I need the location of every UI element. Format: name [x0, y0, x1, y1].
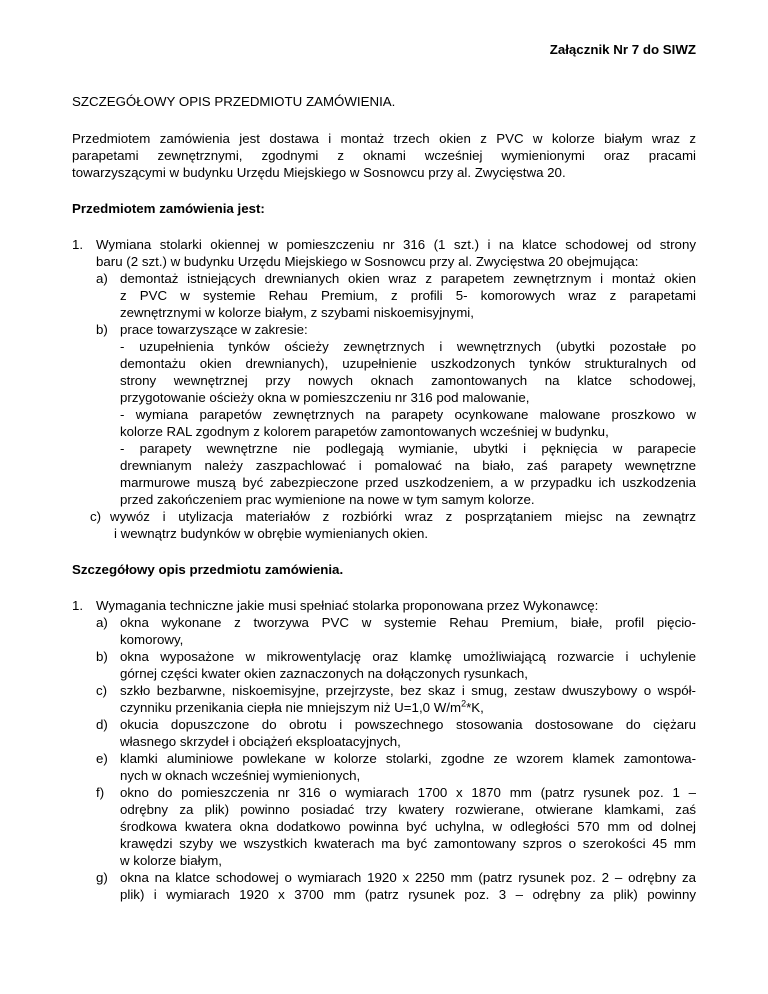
section2-f-marker: f) — [96, 785, 105, 800]
section2-g-line-1: okna na klatce schodowej o wymiarach 1920 x 2250 mm (patrz rysunek poz. 2 – odrębny za — [120, 870, 696, 885]
section1-a-line-2: z PVC w systemie Rehau Premium, z profili 5- komorowych wraz z parapetami — [120, 288, 696, 303]
section1-item1-line-2: baru (2 szt.) w budynku Urzędu Miejskiego w Sosnowcu przy al. Zwycięstwa 20 obejmująca: — [96, 254, 639, 269]
section2-e-line-1: klamki aluminiowe powlekane w kolorze stolarki, zgodne ze wzorem klamek zamontowa- — [120, 751, 696, 766]
section1-b-line-5: przygotowanie ościeży okna w pomieszczeniu nr 316 pod malowanie, — [120, 390, 530, 405]
section2-d-line-2: własnego skrzydeł i obciążeń eksploatacyjnych, — [120, 734, 401, 749]
section2-heading: Szczegółowy opis przedmiotu zamówienia. — [72, 562, 344, 577]
attachment-label: Załącznik Nr 7 do SIWZ — [549, 42, 696, 57]
section1-b-line-2: - uzupełnienia tynków ościeży zewnętrznych i wewnętrznych (ubytki pozostałe po — [120, 339, 696, 354]
section1-b-line-3: demontażu okien drewnianych), uzupełnienie uszkodzonych tynków strukturalnych od — [120, 356, 696, 371]
section2-f-line-1: okno do pomieszczenia nr 316 o wymiarach 1700 x 1870 mm (patrz rysunek poz. 1 – — [120, 785, 696, 800]
section2-g-line-2: plik) i wymiarach 1920 x 3700 mm (patrz rysunek poz. 3 – odrębny za plik) powinny — [120, 887, 696, 902]
section1-item1-number: 1. — [72, 237, 84, 252]
section2-c-line-1: szkło bezbarwne, niskoemisyjne, przejrzyste, bez skaz i smug, zestaw dwuszybowy o współ- — [120, 683, 696, 698]
section2-a-line-1: okna wykonane z tworzywa PVC w systemie Rehau Premium, białe, profil pięcio- — [120, 615, 696, 630]
section1-b-line-4: strony wewnętrznej przy nowych oknach zamontowanych na klatce schodowej, — [120, 373, 696, 388]
section1-b-line-9: drewnianym należy zaszpachlować i pomalować na biało, zaś parapety wewnętrzne — [120, 458, 696, 473]
section2-d-marker: d) — [96, 717, 108, 732]
section1-b-line-6: - wymiana parapetów zewnętrznych na parapety ocynkowane malowane proszkowo w — [120, 407, 696, 422]
section1-b-marker: b) — [96, 322, 108, 337]
section2-f-line-3: środkowa kwatera okna dodatkowo powinna być uchylna, w odległości 570 mm od dolnej — [120, 819, 696, 834]
section1-b-line-1: prace towarzyszące w zakresie: — [120, 322, 308, 337]
intro-line-3: towarzyszącymi w budynku Urzędu Miejskiego w Sosnowcu przy al. Zwycięstwa 20. — [72, 165, 566, 180]
section1-a-line-1: demontaż istniejących drewnianych okien wraz z parapetem zewnętrznym i montaż okien — [120, 271, 696, 286]
section2-f-line-5: w kolorze białym, — [120, 853, 222, 868]
section2-a-line-2: komorowy, — [120, 632, 184, 647]
section2-b-line-1: okna wyposażone w mikrowentylację oraz klamkę umożliwiającą rozwarcie i uchylenie — [120, 649, 696, 664]
section1-b-line-10: marmurowe muszą być zabezpieczone przed uszkodzeniem, a w przypadku ich uszkodzenia — [120, 475, 696, 490]
section2-e-marker: e) — [96, 751, 108, 766]
section2-item1-line-1: Wymagania techniczne jakie musi spełniać stolarka proponowana przez Wykonawcę: — [96, 598, 599, 613]
section1-c-marker: c) — [90, 509, 102, 524]
section2-c-line-2-text: czynniku przenikania ciepła nie mniejszym niż U=1,0 W/m — [120, 700, 462, 715]
intro-line-2: parapetami zewnętrznymi, zgodnymi z oknami wcześniej wymienionymi oraz pracami — [72, 148, 696, 163]
section2-c-marker: c) — [96, 683, 108, 698]
section1-a-line-3: zewnętrznymi w kolorze białym, z szybami niskoemisyjnymi, — [120, 305, 474, 320]
section2-e-line-2: nych w oknach wcześniej wymienionych, — [120, 768, 361, 783]
section1-b-line-8: - parapety wewnętrzne nie podlegają wymianie, ubytki i pęknięcia w parapecie — [120, 441, 696, 456]
section2-a-marker: a) — [96, 615, 108, 630]
section2-c-line-2 — [120, 699, 484, 716]
section1-b-line-7: kolorze RAL zgodnym z kolorem parapetów zamontowanych wcześniej w budynku, — [120, 424, 609, 439]
section2-c-line-2-end: *K, — [466, 700, 484, 715]
section2-c-superscript: 2 — [461, 698, 467, 709]
section1-c-line-1: wywóz i utylizacja materiałów z rozbiórki wraz z posprzątaniem miejsc na zewnątrz — [110, 509, 696, 524]
section2-g-marker: g) — [96, 870, 108, 885]
section1-a-marker: a) — [96, 271, 108, 286]
section1-item1-line-1: Wymiana stolarki okiennej w pomieszczeniu nr 316 (1 szt.) i na klatce schodowej od strony — [96, 237, 696, 252]
section2-f-line-4: krawędzi szyby we wszystkich kwaterach ma być zamontowany szpros o szerokości 45 mm — [120, 836, 696, 851]
section2-f-line-2: odrębny za plik) powinno posiadać trzy kwatery rozwierane, otwierane klamkami, zaś — [120, 802, 696, 817]
section2-d-line-1: okucia dopuszczone do obrotu i powszechnego stosowania dostosowane do ciężaru — [120, 717, 696, 732]
section2-b-marker: b) — [96, 649, 108, 664]
section2-item1-number: 1. — [72, 598, 84, 613]
section2-b-line-2: górnej części kwater okien zaznaczonych na dołączonych rysunkach, — [120, 666, 528, 681]
section1-c-line-2: i wewnątrz budynków w obrębie wymienianych okien. — [114, 526, 429, 541]
section1-b-line-11: przed zakończeniem prac wymienione na nowe w tym samym kolorze. — [120, 492, 535, 507]
intro-line-1: Przedmiotem zamówienia jest dostawa i montaż trzech okien z PVC w kolorze białym wraz z — [72, 131, 696, 146]
section1-heading: Przedmiotem zamówienia jest: — [72, 201, 265, 216]
document-title: SZCZEGÓŁOWY OPIS PRZEDMIOTU ZAMÓWIENIA. — [72, 94, 396, 109]
